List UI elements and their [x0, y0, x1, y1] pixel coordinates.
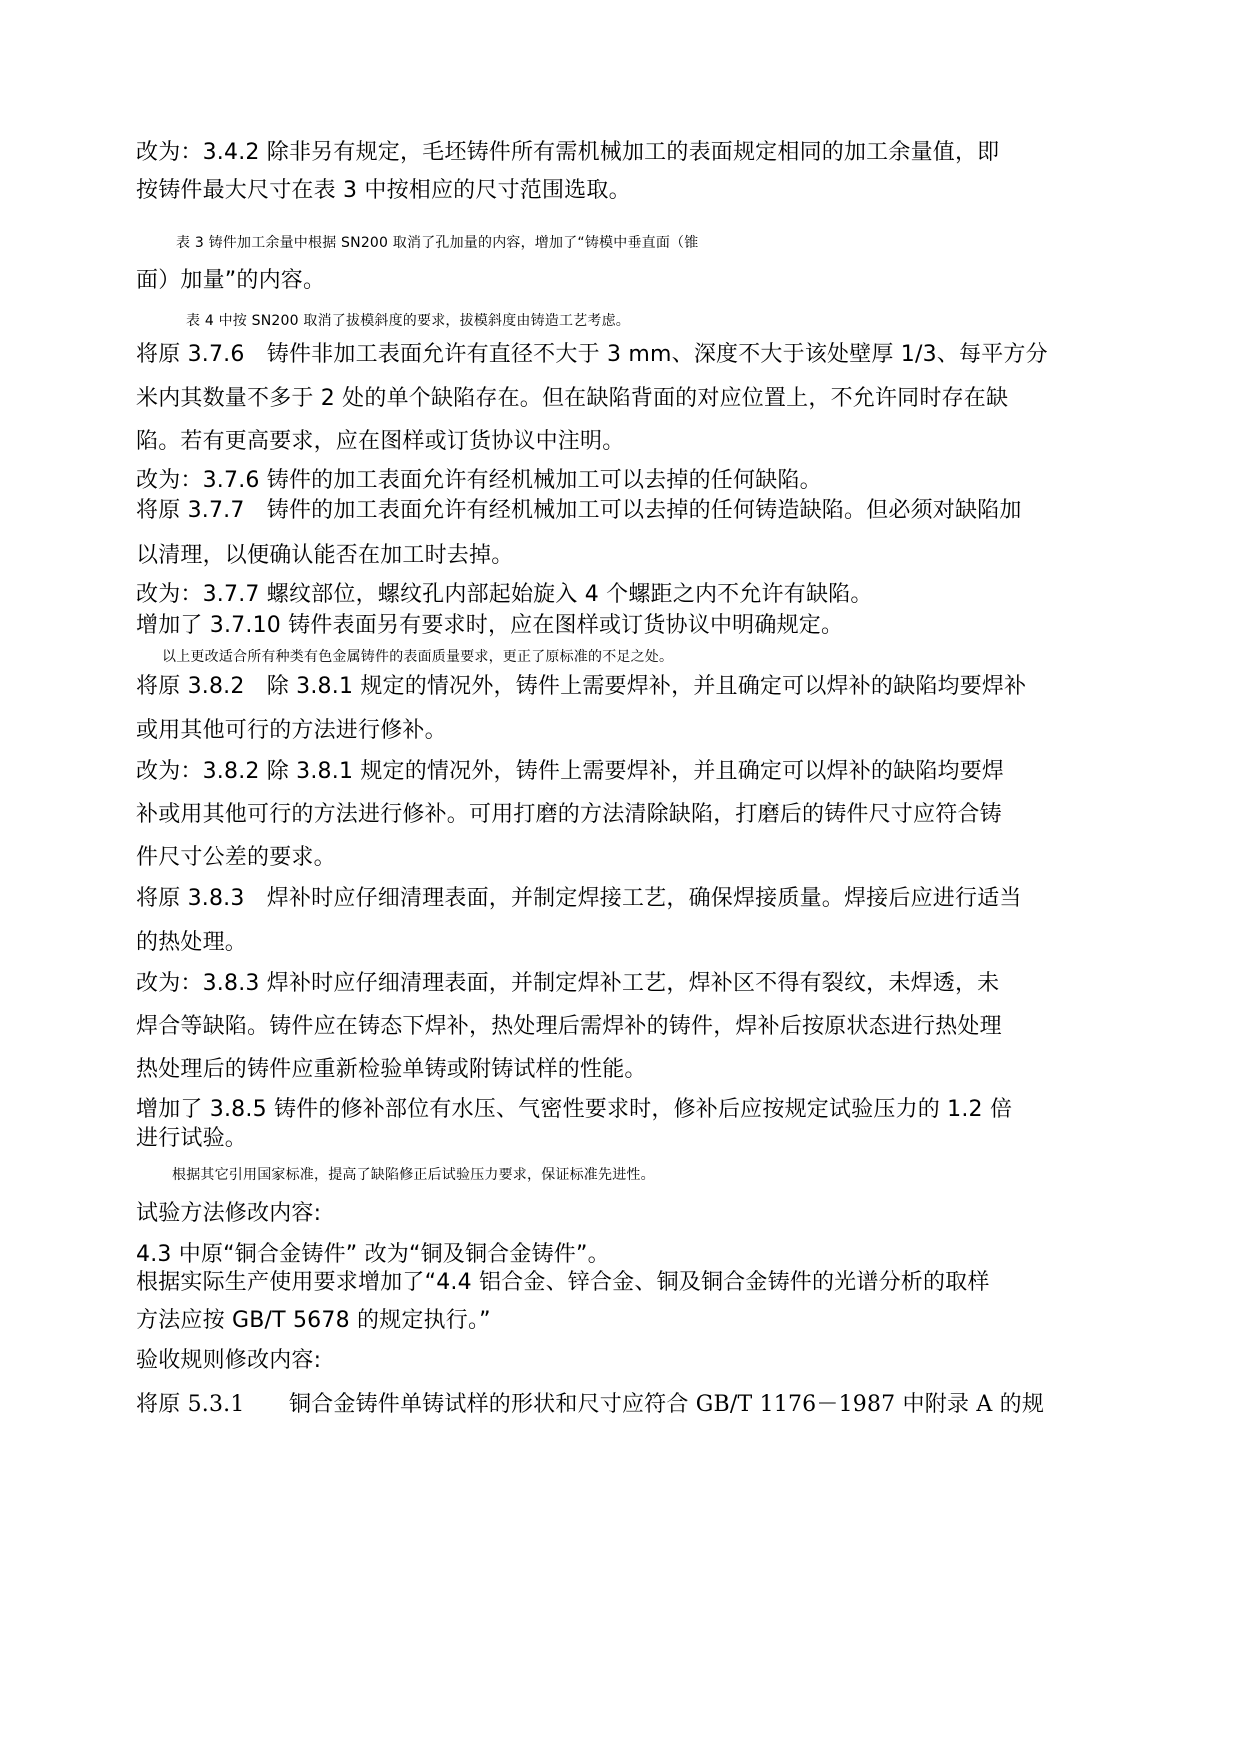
- text-line: 将原 3.8.3 焊补时应仔细清理表面，并制定焊接工艺，确保焊接质量。焊接后应进行适当: [136, 886, 1022, 911]
- text-line: 增加了 3.8.5 铸件的修补部位有水压、气密性要求时，修补后应按规定试验压力的 1.2 倍: [136, 1097, 1013, 1122]
- text-line: 将原 3.7.7 铸件的加工表面允许有经机械加工可以去掉的任何铸造缺陷。但必须对缺陷加: [136, 498, 1022, 523]
- text-line: 按铸件最大尺寸在表 3 中按相应的尺寸范围选取。: [136, 178, 631, 203]
- text-line: 方法应按 GB/T 5678 的规定执行。”: [136, 1308, 491, 1333]
- text-line: 件尺寸公差的要求。: [136, 845, 336, 870]
- text-line: 焊合等缺陷。铸件应在铸态下焊补，热处理后需焊补的铸件，焊补后按原状态进行热处理: [136, 1014, 1002, 1039]
- text-line: 进行试验。: [136, 1126, 248, 1151]
- text-line: 将原 5.3.1 铜合金铸件单铸试样的形状和尺寸应符合 GB/T 1176－1987 中附录 A 的规: [136, 1392, 1045, 1417]
- text-line: 增加了 3.7.10 铸件表面另有要求时，应在图样或订货协议中明确规定。: [136, 613, 844, 638]
- text-line: 将原 3.7.6 铸件非加工表面允许有直径不大于 3 mm、深度不大于该处壁厚 1/3、每平方分: [136, 342, 1048, 367]
- text-line: 改为：3.8.3 焊补时应仔细清理表面，并制定焊补工艺，焊补区不得有裂纹，未焊透，未: [136, 971, 1000, 996]
- text-line: 补或用其他可行的方法进行修补。可用打磨的方法清除缺陷，打磨后的铸件尺寸应符合铸: [136, 802, 1002, 827]
- text-line: 或用其他可行的方法进行修补。: [136, 718, 447, 743]
- text-line: 表 4 中按 SN200 取消了拔模斜度的要求，拔模斜度由铸造工艺考虑。: [186, 313, 630, 329]
- text-line: 改为：3.7.7 螺纹部位，螺纹孔内部起始旋入 4 个螺距之内不允许有缺陷。: [136, 582, 873, 607]
- text-line: 4.3 中原“铜合金铸件” 改为“铜及铜合金铸件”。: [136, 1242, 610, 1267]
- text-line: 根据实际生产使用要求增加了“4.4 铝合金、锌合金、铜及铜合金铸件的光谱分析的取样: [136, 1270, 990, 1295]
- text-line: 表 3 铸件加工余量中根据 SN200 取消了孔加量的内容，增加了“铸模中垂直面（锥: [176, 235, 699, 251]
- text-line: 以上更改适合所有种类有色金属铸件的表面质量要求，更正了原标准的不足之处。: [162, 649, 674, 665]
- text-line: 根据其它引用国家标准，提高了缺陷修正后试验压力要求，保证标准先进性。: [172, 1167, 655, 1183]
- text-line: 米内其数量不多于 2 处的单个缺陷存在。但在缺陷背面的对应位置上，不允许同时存在缺: [136, 386, 1009, 411]
- text-line: 改为：3.4.2 除非另有规定，毛坯铸件所有需机械加工的表面规定相同的加工余量值，即: [136, 140, 1000, 165]
- section-heading-acceptance-rules: 验收规则修改内容:: [136, 1348, 322, 1373]
- section-heading-test-methods: 试验方法修改内容:: [136, 1201, 322, 1226]
- text-line: 陷。若有更高要求，应在图样或订货协议中注明。: [136, 429, 625, 454]
- text-line: 将原 3.8.2 除 3.8.1 规定的情况外，铸件上需要焊补，并且确定可以焊补的缺陷均要焊补: [136, 674, 1027, 699]
- text-line: 改为：3.8.2 除 3.8.1 规定的情况外，铸件上需要焊补，并且确定可以焊补的缺陷均要焊: [136, 759, 1005, 784]
- text-line: 热处理后的铸件应重新检验单铸或附铸试样的性能。: [136, 1057, 647, 1082]
- text-line: 面）加量”的内容。: [136, 268, 326, 293]
- text-line: 改为：3.7.6 铸件的加工表面允许有经机械加工可以去掉的任何缺陷。: [136, 468, 822, 493]
- text-line: 的热处理。: [136, 930, 248, 955]
- text-line: 以清理，以便确认能否在加工时去掉。: [136, 543, 514, 568]
